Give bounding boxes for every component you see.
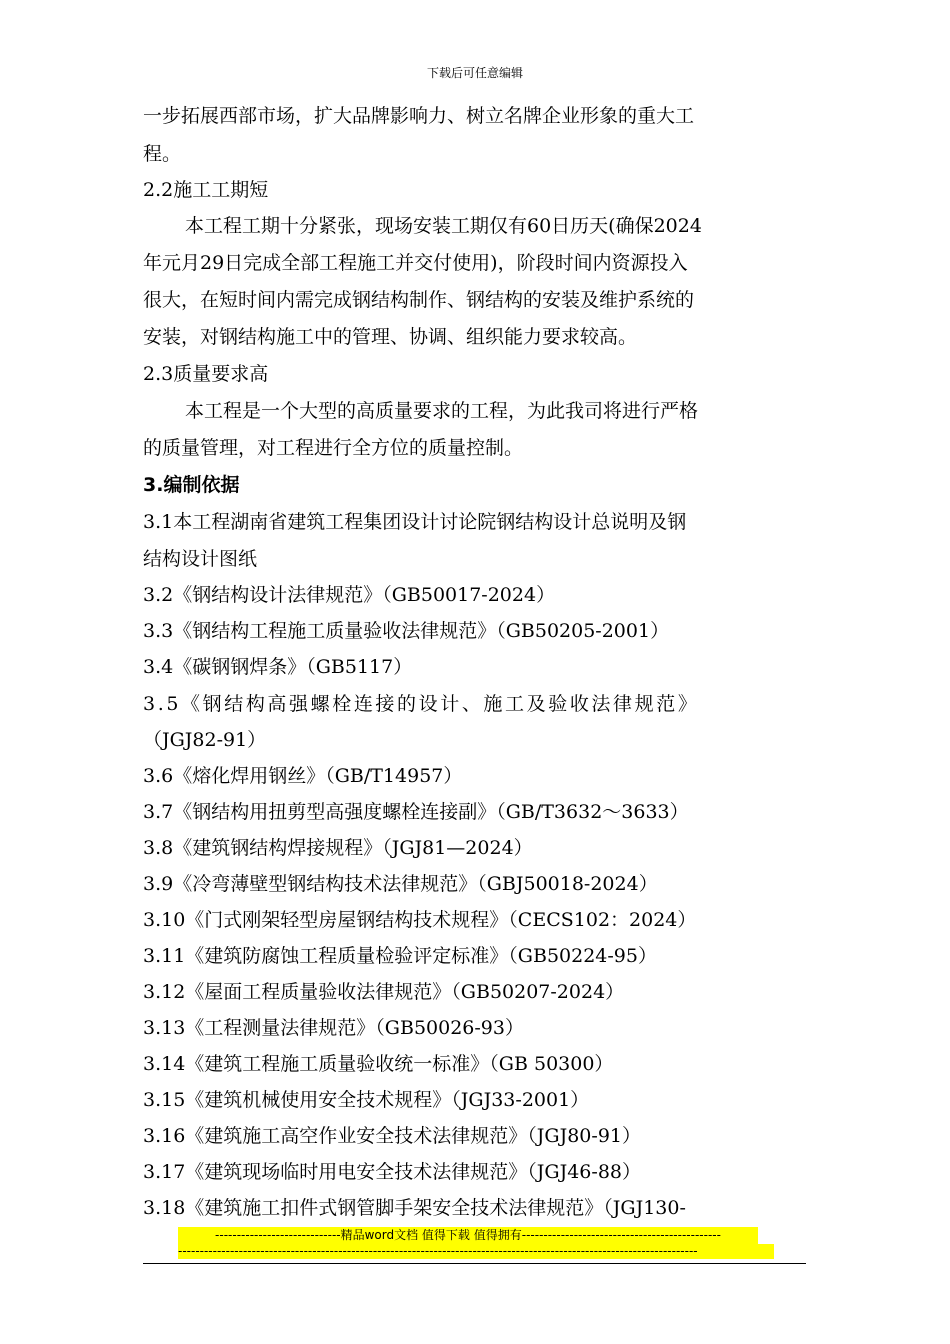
reference-item: 3.10《门式刚架轻型房屋钢结构技术规程》（CECS102：2024） <box>143 909 697 931</box>
reference-item: 3.12《屋面工程质量验收法律规范》（GB50207-2024） <box>143 981 625 1003</box>
footer-rule <box>143 1263 806 1264</box>
body-line: 3.1本工程湖南省建筑工程集团设计讨论院钢结构设计总说明及钢 <box>143 511 687 533</box>
reference-item: 3.11《建筑防腐蚀工程质量检验评定标准》（GB50224-95） <box>143 945 657 967</box>
body-line: 安装，对钢结构施工中的管理、协调、组织能力要求较高。 <box>143 326 638 348</box>
reference-item: 3.16《建筑施工高空作业安全技术法律规范》（JGJ80-91） <box>143 1125 641 1147</box>
reference-item: 3.8《建筑钢结构焊接规程》（JGJ81—2024） <box>143 837 533 859</box>
reference-item: 3.2《钢结构设计法律规范》（GB50017-2024） <box>143 584 556 606</box>
body-line: 很大，在短时间内需完成钢结构制作、钢结构的安装及维护系统的 <box>143 289 695 311</box>
body-line: 结构设计图纸 <box>143 548 258 570</box>
body-line: 本工程是一个大型的高质量要求的工程，为此我司将进行严格 <box>185 400 699 422</box>
section-heading: 2.3质量要求高 <box>143 363 269 385</box>
body-line: 本工程工期十分紧张，现场安装工期仅有60日历天(确保2024 <box>185 215 702 237</box>
reference-item: 3.3《钢结构工程施工质量验收法律规范》（GB50205-2001） <box>143 620 670 642</box>
reference-item: 3.13《工程测量法律规范》（GB50026-93） <box>143 1017 524 1039</box>
reference-item: 3.9《冷弯薄壁型钢结构技术法律规范》（GBJ50018-2024） <box>143 873 658 895</box>
body-line: 的质量管理，对工程进行全方位的质量控制。 <box>143 437 524 459</box>
reference-item: （JGJ82-91） <box>143 729 267 751</box>
body-line: 年元月29日完成全部工程施工并交付使用)，阶段时间内资源投入 <box>143 252 688 274</box>
reference-item: 3.5《钢结构高强螺栓连接的设计、施工及验收法律规范》 <box>143 693 700 715</box>
section-heading: 2.2施工工期短 <box>143 179 269 201</box>
footer-banner: -----------------------------精品word文档 值得下载 值得拥有---------------------------------------------- <box>178 1227 758 1244</box>
body-line: 一步拓展西部市场，扩大品牌影响力、树立名牌企业形象的重大工 <box>143 105 695 127</box>
footer-dashes: ------------------------------------------------------------------------------------------------------------------------ <box>178 1244 774 1259</box>
reference-item: 3.15《建筑机械使用安全技术规程》（JGJ33-2001） <box>143 1089 590 1111</box>
reference-item: 3.4《碳钢钢焊条》（GB5117） <box>143 656 413 678</box>
reference-item: 3.14《建筑工程施工质量验收统一标准》（GB 50300） <box>143 1053 614 1075</box>
reference-item: 3.17《建筑现场临时用电安全技术法律规范》（JGJ46-88） <box>143 1161 641 1183</box>
page-header: 下载后可任意编辑 <box>426 66 523 80</box>
reference-item: 3.18《建筑施工扣件式钢管脚手架安全技术法律规范》（JGJ130- <box>143 1197 686 1219</box>
reference-item: 3.6《熔化焊用钢丝》（GB/T14957） <box>143 765 463 787</box>
reference-item: 3.7《钢结构用扭剪型高强度螺栓连接副》（GB/T3632～3633） <box>143 801 689 823</box>
body-line: 程。 <box>143 143 182 165</box>
chapter-heading: 3.编制依据 <box>143 474 240 496</box>
